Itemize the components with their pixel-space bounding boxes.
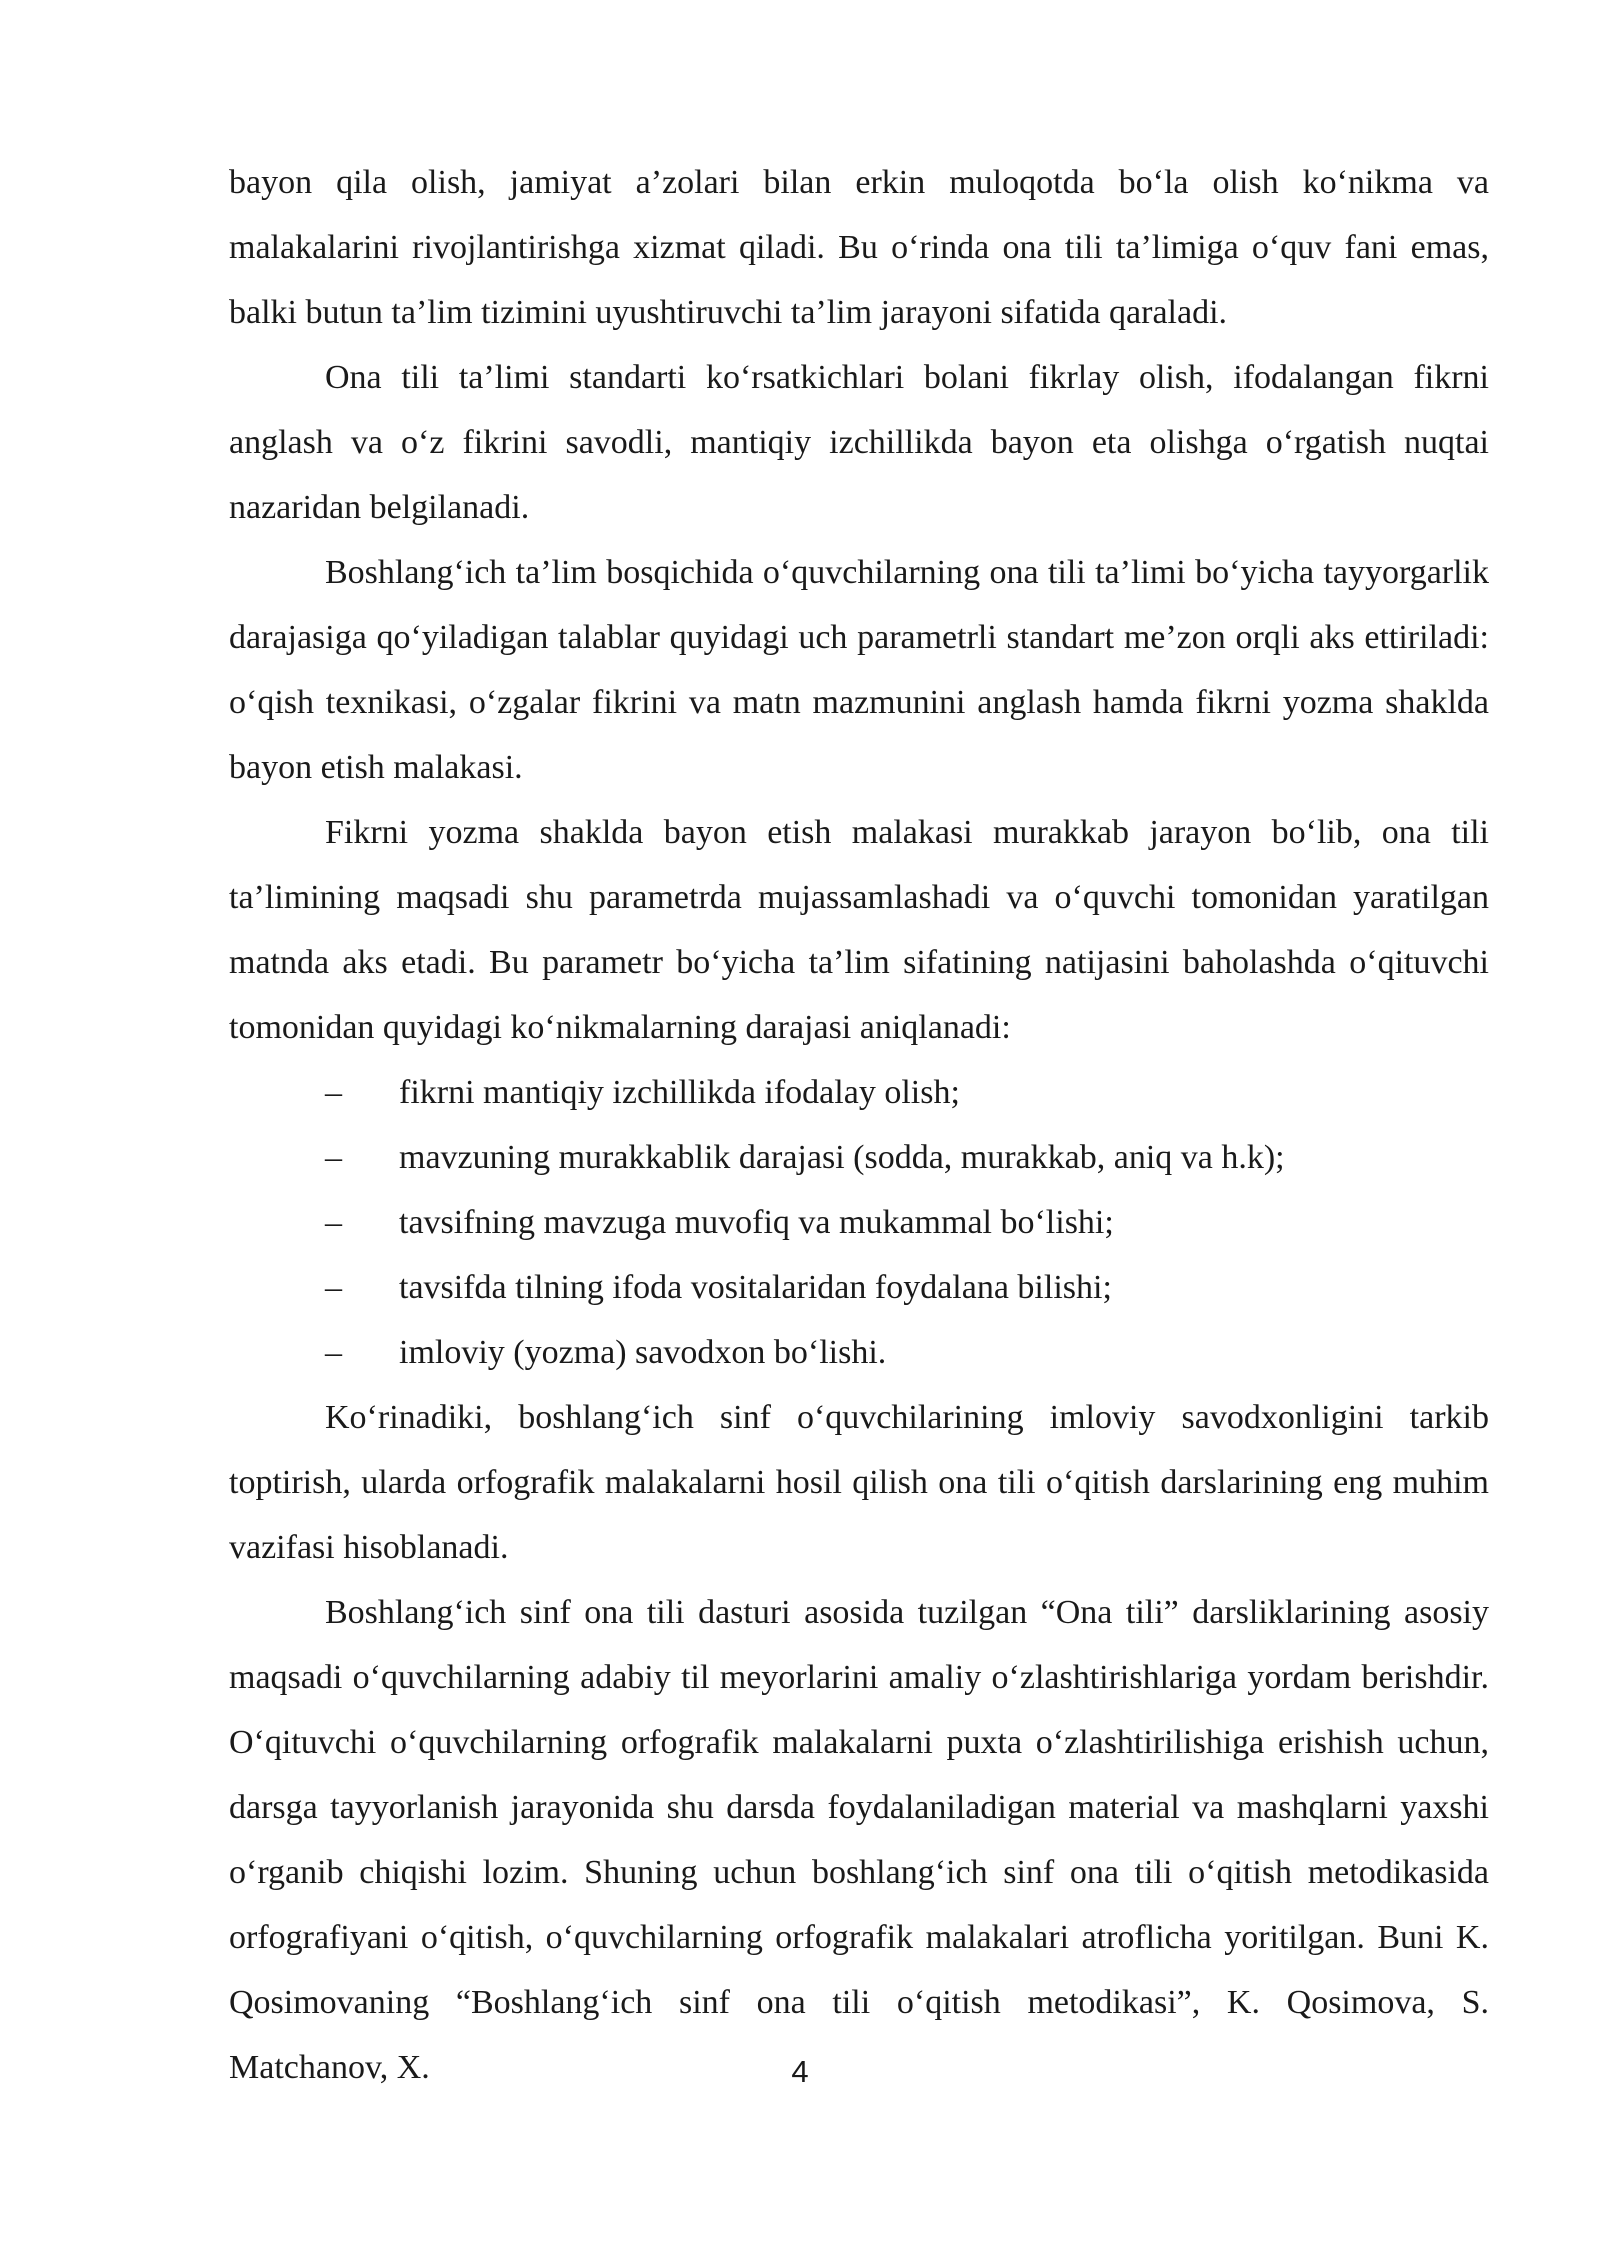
page-number: 4 bbox=[791, 2054, 809, 2089]
dash-marker: – bbox=[325, 1139, 342, 1176]
paragraph-3: Boshlang‘ich ta’lim bosqichida o‘quvchilarning ona tili ta’limi bo‘yicha tayyorgarlik darajasiga qo‘yiladigan talablar quyidagi uch parametrli standart me’zon orqli aks ettiriladi: o‘qish texnikasi, o‘zgalar fikrini va matn mazmunini anglash hamda fikrni yozma shaklda bayon etish malakasi. bbox=[229, 554, 1489, 786]
dash-marker: – bbox=[325, 1204, 342, 1241]
list-item bbox=[229, 1190, 1489, 1255]
list-item bbox=[229, 1125, 1489, 1190]
list-item bbox=[229, 1320, 1489, 1385]
skills-list bbox=[229, 1060, 1489, 1385]
dash-marker: – bbox=[325, 1269, 342, 1306]
list-item-text: tavsifning mavzuga muvofiq va mukammal bo‘lishi; bbox=[399, 1204, 1114, 1241]
list-item bbox=[229, 1255, 1489, 1320]
paragraph-6: Boshlang‘ich sinf ona tili dasturi asosida tuzilgan “Ona tili” darsliklarining asosiy maqsadi o‘quvchilarning adabiy til meyorlarini amaliy o‘zlashtirishlariga yordam berishdir. O‘qituvchi o‘quvchilarning orfografik malakalarni puxta o‘zlashtirilishiga erishish uchun, darsga tayyorlanish jarayonida shu darsda foydalaniladigan material va mashqlarni yaxshi o‘rganib chiqishi lozim. Shuning uchun boshlang‘ich sinf ona tili o‘qitish metodikasida orfografiyani o‘qitish, o‘quvchilarning orfografik malakalari atroflicha yoritilgan. Buni K. Qosimovaning “Boshlang‘ich sinf ona tili o‘qitish metodikasi”, K. Qosimova, S. Matchanov, X. bbox=[229, 1594, 1489, 2086]
paragraph-5: Ko‘rinadiki, boshlang‘ich sinf o‘quvchilarining imloviy savodxonligini tarkib toptirish, ularda orfografik malakalarni hosil qilish ona tili o‘qitish darslarining eng muhim vazifasi hisoblanadi. bbox=[229, 1399, 1489, 1566]
paragraph-1: bayon qila olish, jamiyat a’zolari bilan erkin muloqotda bo‘la olish ko‘nikma va malakalarini rivojlantirishga xizmat qiladi. Bu o‘rinda ona tili ta’limiga o‘quv fani emas, balki butun ta’lim tizimini uyushtiruvchi ta’lim jarayoni sifatida qaraladi. bbox=[229, 164, 1489, 331]
paragraph-2: Ona tili ta’limi standarti ko‘rsatkichlari bolani fikrlay olish, ifodalangan fikrni anglash va o‘z fikrini savodli, mantiqiy izchillikda bayon eta olishga o‘rgatish nuqtai nazaridan belgilanadi. bbox=[229, 359, 1489, 526]
list-item-text: imloviy (yozma) savodxon bo‘lishi. bbox=[399, 1334, 887, 1371]
paragraph-4: Fikrni yozma shaklda bayon etish malakasi murakkab jarayon bo‘lib, ona tili ta’limining maqsadi shu parametrda mujassamlashadi va o‘quvchi tomonidan yaratilgan matnda aks etadi. Bu parametr bo‘yicha ta’lim sifatining natijasini baholashda o‘qituvchi tomonidan quyidagi ko‘nikmalarning darajasi aniqlanadi: bbox=[229, 814, 1489, 1046]
list-item bbox=[229, 1060, 1489, 1125]
list-item-text: fikrni mantiqiy izchillikda ifodalay olish; bbox=[399, 1074, 960, 1111]
dash-marker: – bbox=[325, 1074, 342, 1111]
list-item-text: mavzuning murakkablik darajasi (sodda, murakkab, aniq va h.k); bbox=[399, 1139, 1285, 1176]
list-item-text: tavsifda tilning ifoda vositalaridan foydalana bilishi; bbox=[399, 1269, 1112, 1306]
document-page bbox=[229, 150, 1489, 2100]
dash-marker: – bbox=[325, 1334, 342, 1371]
